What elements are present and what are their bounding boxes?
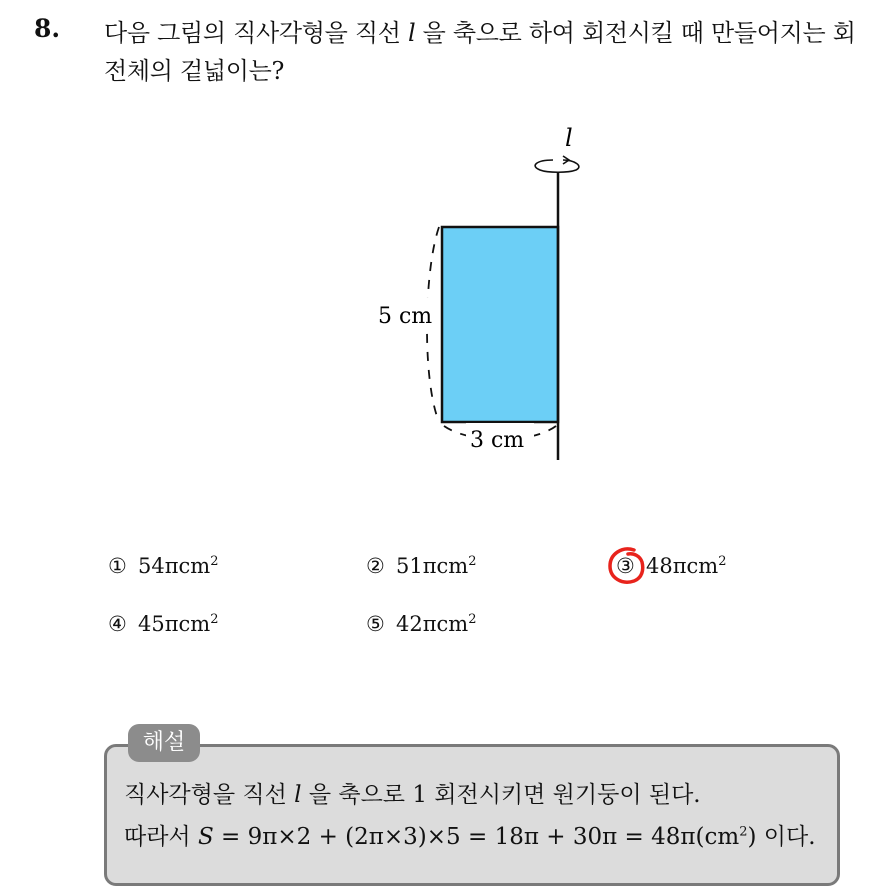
question-text	[104, 14, 874, 90]
width-label: 3 cm	[470, 428, 525, 453]
question-number: 8.	[34, 14, 61, 43]
choice-value: 51πcm	[396, 554, 469, 578]
answer-circle-mark	[604, 544, 648, 588]
solution-variable: S	[197, 824, 214, 850]
solution-text: ) 이다.	[747, 824, 816, 850]
choice-exponent: 2	[468, 554, 477, 569]
choice-exponent: 2	[468, 612, 477, 627]
line-variable: l	[407, 19, 416, 47]
choice-number: ③	[616, 554, 635, 578]
rectangle-shape	[442, 227, 558, 422]
solution-tag: 해설	[128, 724, 200, 762]
question-text-part2: 을 축으로 하여 회전시킬 때 만들어지는 회전체의 겉넓이는?	[104, 19, 856, 85]
choice-exponent: 2	[210, 612, 219, 627]
solution-variable: l	[294, 782, 302, 808]
choice-2[interactable]	[366, 554, 476, 578]
choice-4[interactable]	[108, 612, 218, 636]
choice-exponent: 2	[718, 554, 727, 569]
solution-box	[104, 744, 840, 886]
height-label: 5 cm	[378, 304, 433, 329]
solution-text: 직사각형을 직선	[124, 782, 295, 808]
choice-exponent: 2	[210, 554, 219, 569]
choice-value: 42πcm	[396, 612, 469, 636]
choice-value: 54πcm	[138, 554, 211, 578]
solution-line-1	[124, 776, 701, 809]
rotation-arrow-icon	[535, 160, 579, 172]
solution-formula: = 9π×2 + (2π×3)×5 = 18π + 30π = 48π(cm	[213, 824, 740, 850]
axis-label: l	[565, 124, 573, 152]
solution-text: 을 축으로 1 회전시키면 원기둥이 된다.	[301, 782, 701, 808]
choice-number: ②	[366, 554, 385, 578]
solution-text: 따라서	[124, 824, 198, 850]
choice-1[interactable]	[108, 554, 218, 578]
choice-5[interactable]	[366, 612, 476, 636]
choice-number: ④	[108, 612, 127, 636]
rotation-figure	[360, 120, 600, 480]
solution-line-2	[124, 818, 816, 851]
choice-number: ①	[108, 554, 127, 578]
choice-value: 48πcm	[646, 554, 719, 578]
solution-exponent: 2	[739, 824, 748, 840]
question-text-part1: 다음 그림의 직사각형을 직선	[104, 19, 408, 47]
choice-number: ⑤	[366, 612, 385, 636]
choice-value: 45πcm	[138, 612, 211, 636]
